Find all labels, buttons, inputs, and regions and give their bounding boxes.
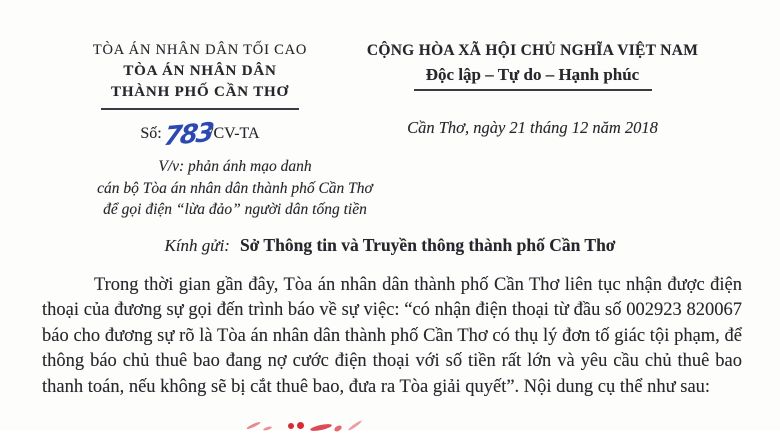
recipient-label: Kính gửi: bbox=[164, 235, 230, 255]
national-motto-line: Độc lập – Tự do – Hạnh phúc bbox=[425, 65, 640, 84]
red-ink-dot bbox=[288, 423, 294, 429]
subject-line-1: V/v: phản ánh mạo danh bbox=[158, 158, 312, 175]
national-header-block bbox=[365, 42, 780, 148]
red-ink-stroke bbox=[263, 426, 272, 432]
agency-name-line2: THÀNH PHỐ CẦN THƠ bbox=[111, 84, 289, 100]
country-name-line: CỘNG HÒA XÃ HỘI CHỦ NGHĨA VIỆT NAM bbox=[366, 42, 699, 59]
red-ink-stroke bbox=[310, 423, 333, 432]
doc-number-prefix: Số: bbox=[140, 125, 162, 142]
recipient-name: Sở Thông tin và Truyền thông thành phố Cần Thơ bbox=[239, 234, 616, 255]
doc-number-handwritten-blue: 783 bbox=[161, 117, 214, 153]
recipient-line bbox=[0, 235, 780, 256]
red-ink-dot bbox=[297, 422, 304, 429]
issuing-authority-block bbox=[35, 42, 365, 153]
red-ink-stroke bbox=[333, 424, 342, 432]
red-ink-stroke bbox=[246, 421, 261, 430]
doc-number-suffix: /CV-TA bbox=[209, 125, 260, 142]
subject-line-2: cán bộ Tòa án nhân dân thành phố Cần Thơ bbox=[97, 179, 373, 197]
document-header bbox=[0, 0, 780, 153]
motto-underline bbox=[414, 89, 652, 91]
document-number-line bbox=[35, 117, 365, 153]
agency-name-line1: TÒA ÁN NHÂN DÂN bbox=[123, 63, 277, 79]
body-paragraph: Trong thời gian gần đây, Tòa án nhân dân thành phố Cần Thơ liên tục nhận được điện thoại của đương sự gọi đến trình báo về sự việc: “có nhận điện thoại từ đầu số 002923 820067 báo cho đương sự rõ là Tòa án nhân dân thành phố Cần Thơ có thụ lý đơn tố giác tội phạm, để thông báo chủ thuê bao đang nợ cước điện thoại với số tiền rất lớn và yêu cầu chủ thuê bao thanh toán, nếu không sẽ bị cắt thuê bao, đưa ra Tòa giải quyết”. Nội dung cụ thể như sau: bbox=[42, 274, 742, 397]
subject-line-3: để gọi điện “lừa đảo” người dân tống tiền bbox=[103, 201, 367, 218]
agency-underline bbox=[101, 108, 299, 110]
place-date-line: Cần Thơ, ngày 21 tháng 12 năm 2018 bbox=[407, 118, 658, 137]
subject-block bbox=[30, 156, 440, 221]
parent-agency-name: TÒA ÁN NHÂN DÂN TỐI CAO bbox=[92, 42, 308, 58]
